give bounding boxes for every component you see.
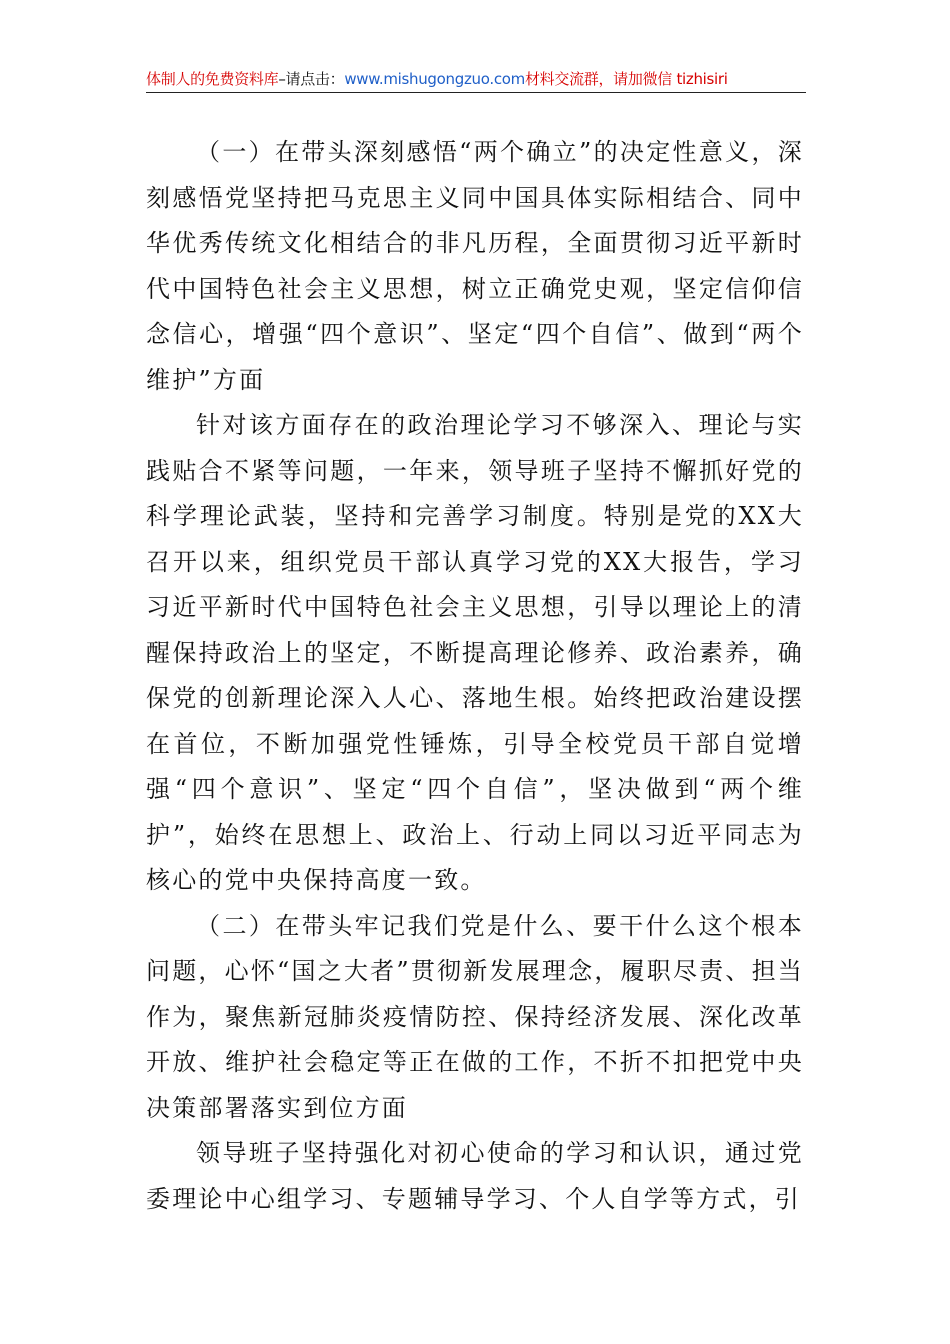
section-heading-2: （二）在带头牢记我们党是什么、要干什么这个根本问题，心怀“国之大者”贯彻新发展理念，履职尽责、担当作为，聚焦新冠肺炎疫情防控、保持经济发展、深化改革开放、维护社会稳定等正在做的工作，不折不扣把党中央决策部署落实到位方面 bbox=[146, 911, 804, 1122]
section-heading-1: （一）在带头深刻感悟“两个确立”的决定性意义，深刻感悟党坚持把马克思主义同中国具体实际相结合、同中华优秀传统文化相结合的非凡历程，全面贯彻习近平新时代中国特色社会主义思想，树立正确党史观，坚定信仰信念信心，增强“四个意识”、坚定“四个自信”、做到“两个维护”方面 bbox=[146, 138, 804, 394]
header-divider bbox=[146, 92, 806, 93]
body-paragraph-1: 针对该方面存在的政治理论学习不够深入、理论与实践贴合不紧等问题，一年来，领导班子坚持不懈抓好党的科学理论武装，坚持和完善学习制度。特别是党的XX大召开以来，组织党员干部认真学习党的XX大报告，学习习近平新时代中国特色社会主义思想，引导以理论上的清醒保持政治上的坚定，不断提高理论修养、政治素养，确保党的创新理论深入人心、落地生根。始终把政治建设摆在首位，不断加强党性锤炼，引导全校党员干部自觉增强“四个意识”、坚定“四个自信”，坚决做到“两个维护”，始终在思想上、政治上、行动上同以习近平同志为核心的党中央保持高度一致。 bbox=[146, 411, 804, 894]
document-body bbox=[146, 130, 804, 1222]
header-prompt: –请点击： bbox=[278, 70, 345, 88]
body-paragraph-2: 领导班子坚持强化对初心使命的学习和认识，通过党委理论中心组学习、专题辅导学习、个人自学等方式，引 bbox=[146, 1139, 804, 1213]
header-note: 材料交流群，请加微信 tizhisiri bbox=[524, 70, 728, 88]
header-link[interactable]: www.mishugongzuo.com bbox=[344, 70, 525, 88]
page-header bbox=[146, 66, 806, 92]
header-site-name: 体制人的免费资料库 bbox=[146, 70, 279, 88]
